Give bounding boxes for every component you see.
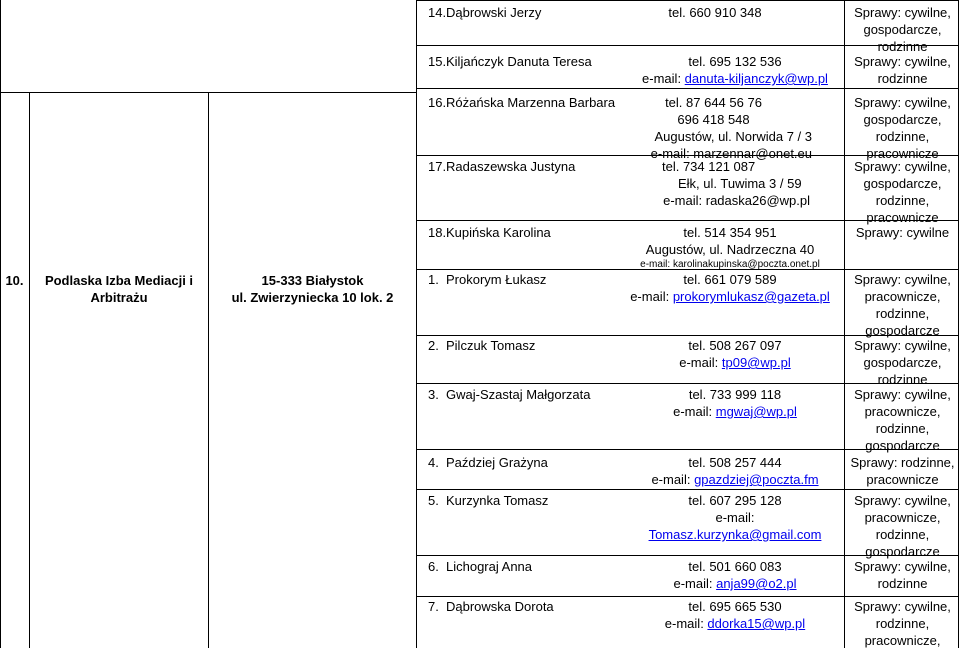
email: e-mail: marzennar@onet.eu: [650, 146, 812, 161]
email-line: [620, 575, 850, 592]
row-number: 17.: [428, 159, 447, 174]
phone: tel. 661 079 589: [683, 272, 777, 287]
table-divider: [416, 0, 417, 648]
phone: tel. 508 257 444: [688, 455, 782, 470]
category: rodzinne: [877, 576, 928, 591]
mediator-name: Kupińska Karolina: [446, 225, 551, 240]
category: Sprawy: cywilne,: [854, 338, 951, 353]
category: rodzinne,: [875, 306, 930, 321]
category: Sprawy: cywilne,: [854, 95, 951, 110]
case-categories: [845, 4, 960, 55]
row-separator: [416, 88, 959, 89]
case-categories: [845, 337, 960, 388]
category: gospodarcze: [865, 544, 940, 559]
category: gospodarcze,: [863, 355, 942, 370]
row-number: 16.: [428, 95, 447, 110]
row-number: 5.: [428, 493, 439, 508]
case-categories: [845, 492, 960, 560]
email-link[interactable]: prokorymlukasz@gazeta.pl: [672, 289, 830, 304]
email-label: e-mail:: [630, 289, 673, 304]
contact-info: [620, 224, 840, 271]
org-name: [30, 272, 208, 306]
email-label: e-mail:: [673, 404, 716, 419]
phone: tel. 514 354 951: [683, 225, 777, 240]
phone: tel. 734 121 087: [662, 159, 756, 174]
phone: tel. 501 660 083: [688, 559, 782, 574]
phone: tel. 733 999 118: [688, 387, 782, 402]
contact-info: [620, 337, 850, 371]
case-categories: [845, 94, 960, 162]
row-number: 18.: [428, 225, 447, 240]
table-border-left: [0, 0, 1, 648]
category: gospodarcze,: [863, 22, 942, 37]
org-number: 10.: [5, 273, 24, 288]
table-divider: [208, 92, 209, 648]
category: rodzinne: [877, 39, 928, 54]
email-line: [620, 403, 850, 420]
row-number: 4.: [428, 455, 439, 470]
address: Augustów, ul. Nadrzeczna 40: [645, 242, 815, 257]
table-divider: [29, 92, 30, 648]
org-name-line1: Podlaska Izba Mediacji i: [44, 273, 194, 288]
phone: 696 418 548: [677, 112, 750, 127]
mediator-name: Dąbrowski Jerzy: [446, 5, 542, 20]
org-address: [209, 272, 416, 306]
category: Sprawy: cywilne,: [854, 599, 951, 614]
category: Sprawy: cywilne,: [854, 272, 951, 287]
email-link[interactable]: danuta-kiljanczyk@wp.pl: [684, 71, 828, 86]
phone: tel. 695 132 536: [688, 54, 782, 69]
category: Sprawy: cywilne,: [854, 559, 951, 574]
case-categories: [845, 53, 960, 87]
email: e-mail: radaska26@wp.pl: [663, 193, 810, 208]
category: gospodarcze: [865, 323, 940, 338]
email-label: e-mail:: [673, 576, 717, 591]
category: pracownicze: [866, 146, 939, 161]
contact-info: [600, 4, 830, 21]
mediator-name: Lichograj Anna: [446, 559, 533, 574]
contact-info: [620, 598, 850, 632]
email-line: [620, 615, 850, 632]
phone: tel. 660 910 348: [668, 5, 762, 20]
phone: tel. 607 295 128: [688, 493, 782, 508]
mediator-name: Gwaj-Szastaj Małgorzata: [446, 387, 591, 402]
row-number: 3.: [428, 387, 439, 402]
case-categories: [845, 558, 960, 592]
case-categories: [845, 454, 960, 488]
category: Sprawy: cywilne,: [854, 159, 951, 174]
contact-info: [610, 271, 850, 305]
contact-info: [640, 158, 810, 209]
mediator-name: Różańska Marzenna Barbara: [446, 95, 616, 110]
case-categories: [845, 158, 960, 226]
org-address-line1: 15-333 Białystok: [261, 273, 364, 288]
email-line: [620, 471, 850, 488]
category: pracownicze,: [864, 289, 941, 304]
address: Augustów, ul. Norwida 7 / 3: [654, 129, 812, 144]
category: rodzinne,: [875, 527, 930, 542]
mediator-name: Kurzynka Tomasz: [446, 493, 549, 508]
email: e-mail: karolinakupinska@poczta.onet.pl: [640, 259, 820, 270]
email-link[interactable]: tp09@wp.pl: [721, 355, 791, 370]
email-label: e-mail:: [642, 71, 685, 86]
category: Sprawy: cywilne: [855, 225, 950, 240]
category: rodzinne,: [875, 421, 930, 436]
category: pracownicze,: [864, 404, 941, 419]
email-label: e-mail:: [679, 355, 722, 370]
phone: tel. 508 267 097: [688, 338, 782, 353]
mediator-name: Kiljańczyk Danuta Teresa: [446, 54, 592, 69]
category: rodzinne: [877, 372, 928, 387]
mediator-name: Paździej Grażyna: [446, 455, 548, 470]
mediator-name: Dąbrowska Dorota: [446, 599, 554, 614]
email-link[interactable]: ddorka15@wp.pl: [707, 616, 806, 631]
category: gospodarcze,: [863, 176, 942, 191]
row-separator: [416, 0, 959, 1]
category: rodzinne,: [875, 193, 930, 208]
category: Sprawy: cywilne,: [854, 54, 951, 69]
row-number: 14.: [428, 5, 447, 20]
contact-info: [615, 94, 812, 162]
email-label: e-mail:: [715, 510, 755, 525]
phone: tel. 87 644 56 76: [665, 95, 762, 110]
row-separator: [416, 489, 959, 490]
category: Sprawy: cywilne,: [854, 387, 951, 402]
email-link[interactable]: Tomasz.kurzynka@gmail.com: [648, 527, 822, 542]
case-categories: [845, 598, 960, 649]
category: pracownicze: [866, 472, 939, 487]
category: rodzinne: [877, 71, 928, 86]
email-link[interactable]: anja99@o2.pl: [716, 576, 797, 591]
category: Sprawy: cywilne,: [854, 493, 951, 508]
row-number: 6.: [428, 559, 439, 574]
row-number: 15.: [428, 54, 447, 69]
category: rodzinne,: [875, 129, 930, 144]
email-label: e-mail:: [664, 616, 708, 631]
row-number: 1.: [428, 272, 439, 287]
category: rodzinne,: [875, 616, 930, 631]
category: gospodarcze: [865, 438, 940, 453]
row-number: 7.: [428, 599, 439, 614]
category: pracownicze,: [864, 633, 941, 648]
email-line: [620, 70, 850, 87]
case-categories: [845, 271, 960, 339]
phone: tel. 695 665 530: [688, 599, 782, 614]
category: pracownicze: [866, 210, 939, 225]
contact-info: [620, 53, 850, 87]
mediator-name: Radaszewska Justyna: [446, 159, 576, 174]
category: gospodarcze,: [863, 112, 942, 127]
org-name-line2: Arbitrażu: [90, 290, 148, 305]
category: pracownicze,: [864, 510, 941, 525]
row-number: 2.: [428, 338, 439, 353]
email-line: [610, 288, 850, 305]
email-line: [620, 354, 850, 371]
email-label: e-mail:: [651, 472, 695, 487]
mediator-name: Prokorym Łukasz: [446, 272, 547, 287]
org-address-line2: ul. Zwierzyniecka 10 lok. 2: [231, 290, 394, 305]
row-separator: [416, 596, 959, 597]
contact-info: [620, 386, 850, 420]
address: Ełk, ul. Tuwima 3 / 59: [678, 176, 802, 191]
email-link[interactable]: gpazdziej@poczta.fm: [694, 472, 819, 487]
case-categories: [845, 386, 960, 454]
contact-info: [620, 492, 850, 543]
category: Sprawy: cywilne,: [854, 5, 951, 20]
category: Sprawy: rodzinne,: [850, 455, 955, 470]
table-divider: [0, 92, 416, 93]
case-categories: [845, 224, 960, 241]
contact-info: [620, 558, 850, 592]
contact-info: [620, 454, 850, 488]
email-link[interactable]: mgwaj@wp.pl: [715, 404, 797, 419]
mediator-name: Pilczuk Tomasz: [446, 338, 536, 353]
